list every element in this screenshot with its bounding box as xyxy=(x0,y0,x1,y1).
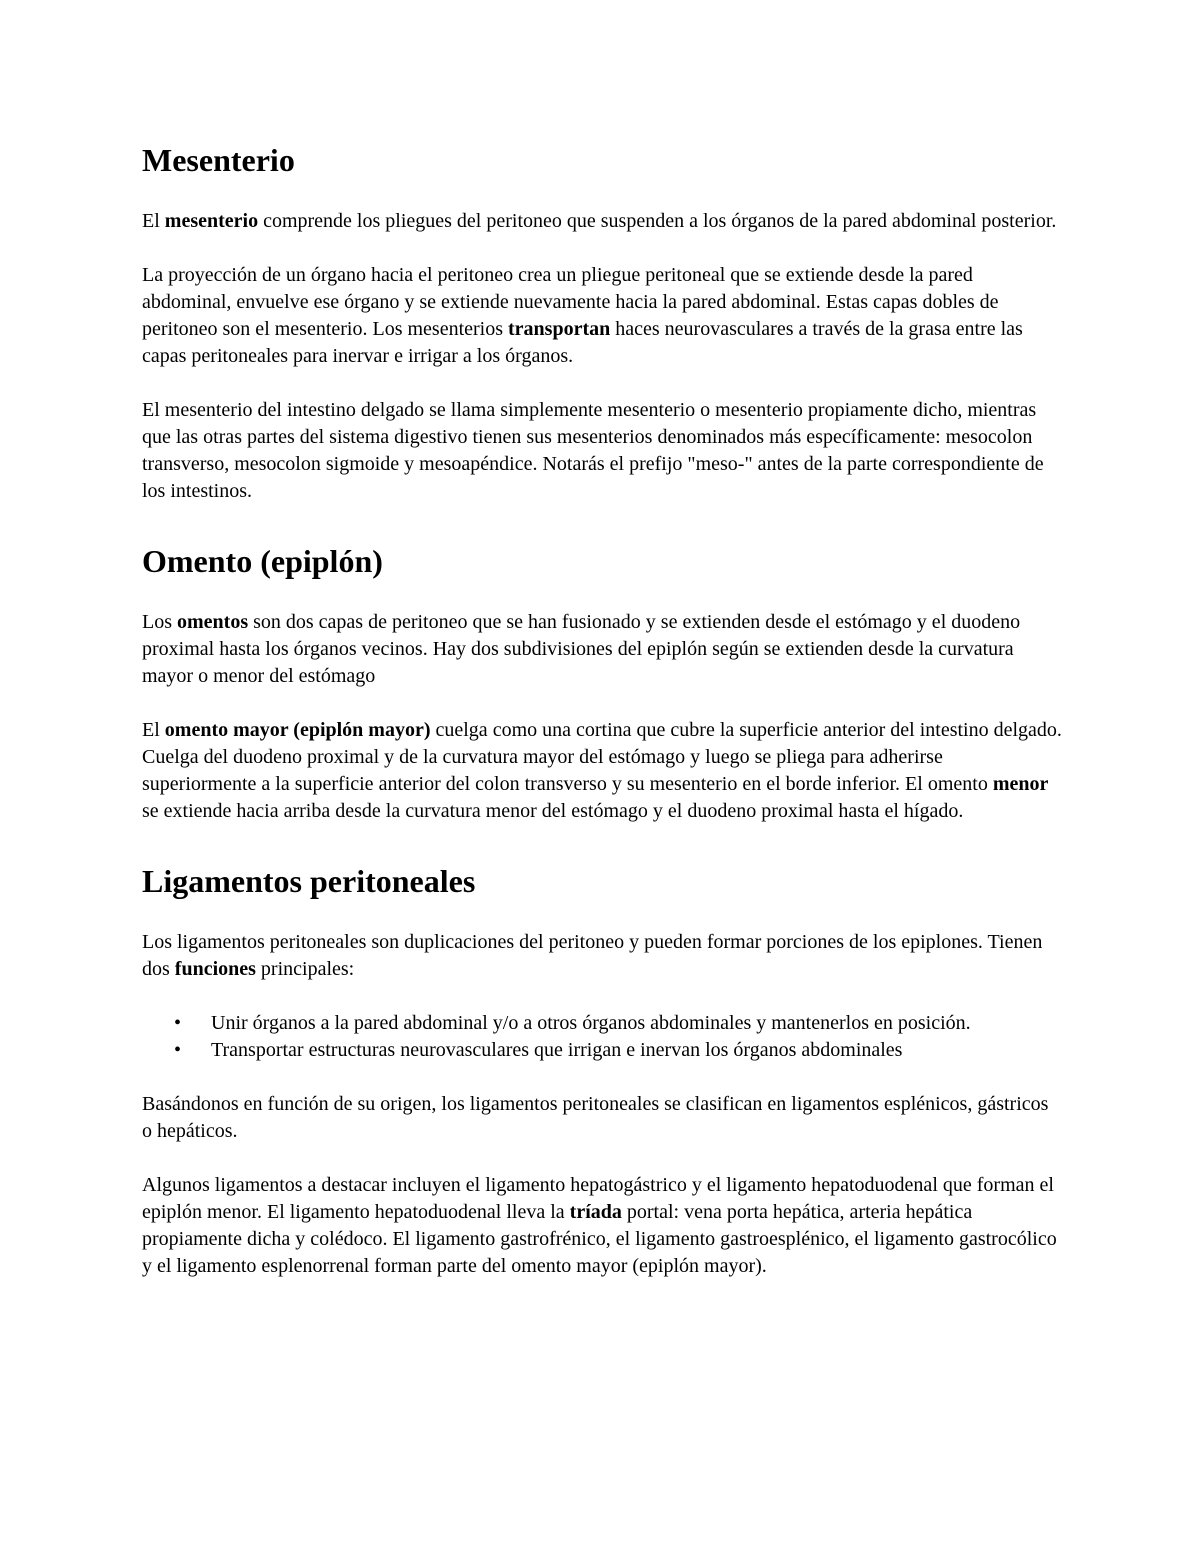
list-item-text: Unir órganos a la pared abdominal y/o a otros órganos abdominales y mantenerlos en posición. xyxy=(211,1012,971,1034)
bold-term-omento-mayor: omento mayor (epiplón mayor) xyxy=(164,719,431,741)
text-span: comprende los pliegues del peritoneo que suspenden a los órganos de la pared abdominal posterior. xyxy=(258,210,1057,232)
heading-omento: Omento (epiplón) xyxy=(142,543,383,579)
paragraph-mesenterio-definition xyxy=(142,208,1062,235)
paragraph-omento-mayor-menor xyxy=(142,717,1062,825)
text-span: haces neurovasculares a través de la grasa entre las capas peritoneales para inervar e irrigar a los órganos. xyxy=(142,318,1023,367)
list-item-text: Transportar estructuras neurovasculares que irrigan e inervan los órganos abdominales xyxy=(211,1039,903,1061)
bold-term-triada: tríada xyxy=(569,1201,622,1223)
text-span: El xyxy=(142,719,165,741)
text-span: portal: vena porta hepática, arteria hepática propiamente dicha y colédoco. El ligamento gastrofrénico, el ligamento gastroesplénico, el ligamento gastrocólico y el ligamento esplenorrenal forman parte del omento mayor (epiplón mayor). xyxy=(142,1201,1057,1277)
bold-term-menor: menor xyxy=(992,773,1049,795)
paragraph-mesenterio-projection xyxy=(142,262,1062,370)
text-span: cuelga como una cortina que cubre la superficie anterior del intestino delgado. Cuelga del duodeno proximal y de la curvatura mayor del estómago y luego se pliega para adherirse superiormente a la superficie anterior del colon transverso y su mesenterio en el borde inferior. El omento xyxy=(142,719,1062,795)
text-span: Los xyxy=(142,611,177,633)
bold-term-mesenterio: mesenterio xyxy=(164,210,259,232)
text-span: El xyxy=(142,210,165,232)
text-span: Algunos ligamentos a destacar incluyen el ligamento hepatogástrico y el ligamento hepatoduodenal que forman el epiplón menor. El ligamento hepatoduodenal lleva la xyxy=(142,1174,1054,1223)
bold-term-transportan: transportan xyxy=(508,318,611,340)
text-span: principales: xyxy=(255,958,355,980)
text-span: son dos capas de peritoneo que se han fusionado y se extienden desde el estómago y el duodeno proximal hasta los órganos vecinos. Hay dos subdivisiones del epiplón según se extienden desde la curvatura mayor o menor del estómago xyxy=(142,611,1021,687)
paragraph-mesenterio-intestine: El mesenterio del intestino delgado se llama simplemente mesenterio o mesenterio propiamente dicho, mientras que las otras partes del sistema digestivo tienen sus mesenterios denominados más específicamente: mesocolon transverso, mesocolon sigmoide y mesoapéndice. Notarás el prefijo "meso-" antes de la parte correspondiente de los intestinos. xyxy=(142,399,1044,502)
heading-ligamentos: Ligamentos peritoneales xyxy=(142,863,476,899)
text-span: Los ligamentos peritoneales son duplicaciones del peritoneo y pueden formar porciones de los epiplones. Tienen dos xyxy=(142,931,1043,980)
paragraph-omentos-definition xyxy=(142,609,1062,690)
paragraph-ligamentos-classification: Basándonos en función de su origen, los ligamentos peritoneales se clasifican en ligamentos esplénicos, gástricos o hepáticos. xyxy=(142,1093,1049,1142)
text-span: se extiende hacia arriba desde la curvatura menor del estómago y el duodeno proximal hasta el hígado. xyxy=(142,800,964,822)
bold-term-funciones: funciones xyxy=(174,958,256,980)
list-item xyxy=(142,1037,1062,1064)
bullet-icon: • xyxy=(174,1039,182,1061)
heading-mesenterio: Mesenterio xyxy=(142,142,295,178)
bold-term-omentos: omentos xyxy=(177,611,249,633)
functions-list xyxy=(142,1010,1062,1064)
bullet-icon: • xyxy=(174,1012,182,1034)
list-item xyxy=(142,1010,1062,1037)
document-page xyxy=(142,138,1062,1280)
text-span: La proyección de un órgano hacia el peritoneo crea un pliegue peritoneal que se extiende desde la pared abdominal, envuelve ese órgano y se extiende nuevamente hacia la pared abdominal. Estas capas dobles de peritoneo son el mesenterio. Los mesenterios xyxy=(142,264,999,340)
paragraph-ligamentos-examples xyxy=(142,1172,1062,1280)
paragraph-ligamentos-definition xyxy=(142,929,1062,983)
